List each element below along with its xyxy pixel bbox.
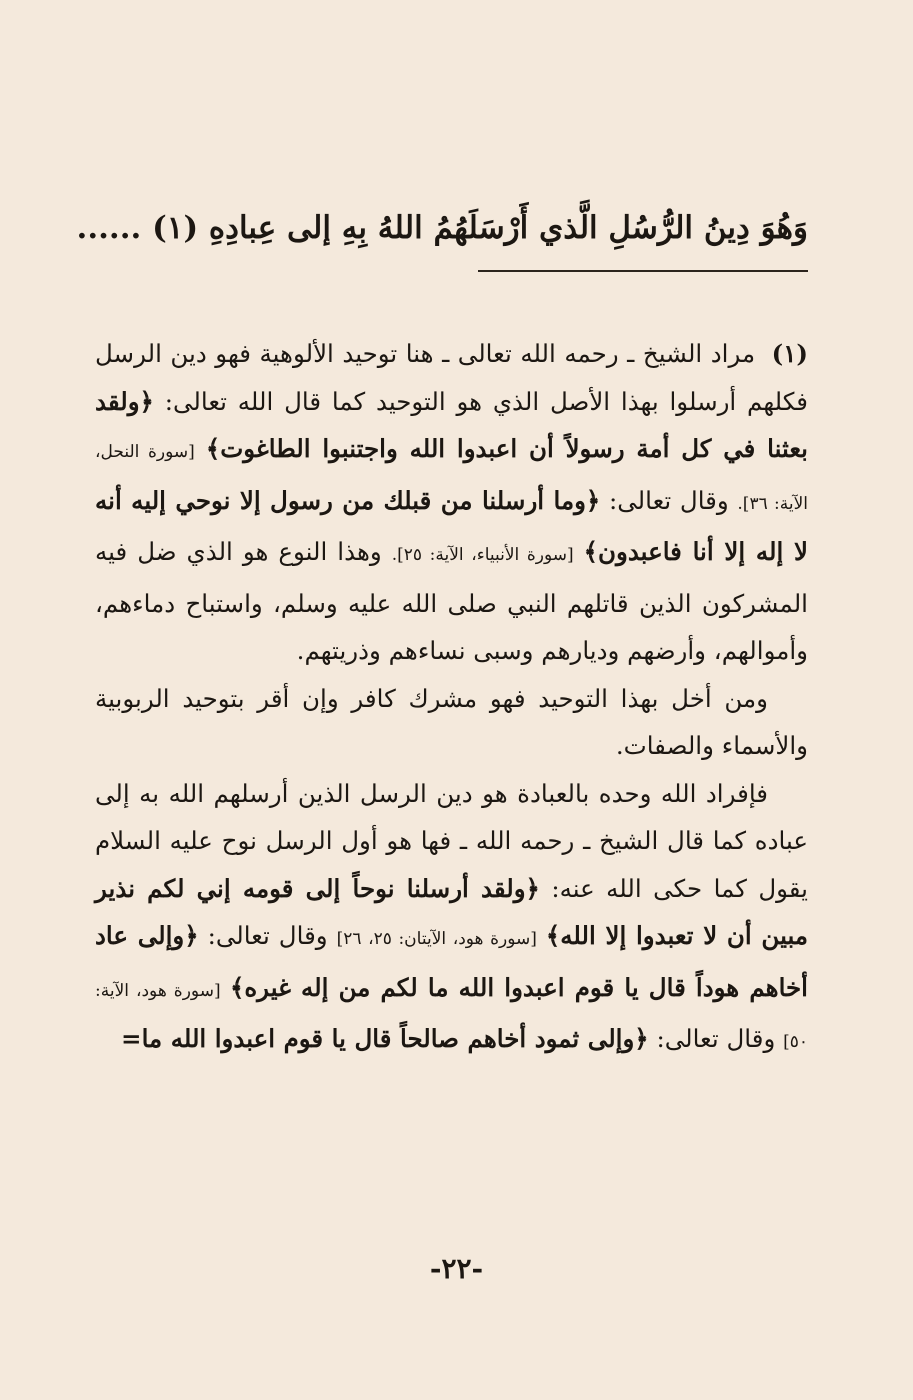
page-number: -٢٢- bbox=[429, 1252, 484, 1285]
footnote-paragraph-1 bbox=[95, 330, 808, 675]
footnote-text: مراد الشيخ ـ رحمه الله تعالى ـ هنا توحيد الألوهية فهو دين الرسل فكلهم أرسلوا بهذا الأصل الذي هو التوحيد كما قال الله تعالى: bbox=[95, 339, 808, 416]
quran-verse: ﴿وما أرسلنا من قبلك من رسول إلا نوحي إليه أنه لا إله إلا أنا فاعبدون﴾ bbox=[95, 485, 808, 566]
footnote-block bbox=[95, 330, 808, 1067]
quran-verse: ﴿وإلى ثمود أخاهم صالحاً قال يا قوم اعبدوا الله ما= bbox=[121, 1024, 649, 1053]
verse-reference: [سورة الأنبياء، الآية: ٢٥]. bbox=[391, 545, 574, 565]
footnote-paragraph-2: ومن أخل بهذا التوحيد فهو مشرك كافر وإن أقر بتوحيد الربوبية والأسماء والصفات. bbox=[95, 683, 808, 760]
main-dots: ...... bbox=[76, 210, 142, 246]
footnote-number: (١) bbox=[771, 339, 808, 368]
verse-reference: [سورة هود، الآية: ٥٠] bbox=[95, 980, 808, 1052]
main-text-line bbox=[76, 200, 808, 256]
footnote-text: فإفراد الله وحده بالعبادة هو دين الرسل الذين أرسلهم الله به إلى عباده كما قال الشيخ ـ رحمه الله ـ فها هو أول الرسل نوح عليه السلام يقول كما حكى الله عنه: bbox=[95, 778, 808, 903]
main-text: وَهُوَ دِينُ الرُّسُلِ الَّذي أَرْسَلَهُمُ اللهُ بِهِ إلى عِبادِهِ bbox=[208, 210, 808, 246]
footnote-text: وقال تعالى: bbox=[656, 1024, 776, 1053]
footnote-paragraph-3 bbox=[95, 770, 808, 1067]
verse-reference: [سورة النحل، الآية: ٣٦]. bbox=[95, 442, 808, 514]
main-footnote-marker: (١) bbox=[152, 210, 199, 246]
footnote-text: وقال تعالى: bbox=[608, 485, 729, 515]
quran-verse: ﴿ولقد أرسلنا نوحاً إلى قومه إني لكم نذير مبين أن لا تعبدوا إلا الله﴾ bbox=[95, 873, 808, 950]
footnote-text: وقال تعالى: bbox=[207, 921, 328, 950]
footnote-separator bbox=[478, 270, 808, 272]
footnote-text: وهذا النوع هو الذي ضل فيه المشركون الذين قاتلهم النبي صلى الله عليه وسلم، واستباح دماءهم، وأموالهم، وأرضهم وديارهم وسبى نساءهم وذريتهم. bbox=[95, 537, 808, 665]
verse-reference: [سورة هود، الآيتان: ٢٥، ٢٦] bbox=[336, 929, 537, 949]
quran-verse: ﴿ولقد بعثنا في كل أمة رسولاً أن اعبدوا الله واجتنبوا الطاغوت﴾ bbox=[95, 386, 809, 463]
quran-verse: ﴿وإلى عاد أخاهم هوداً قال يا قوم اعبدوا الله ما لكم من إله غيره﴾ bbox=[95, 921, 808, 1002]
